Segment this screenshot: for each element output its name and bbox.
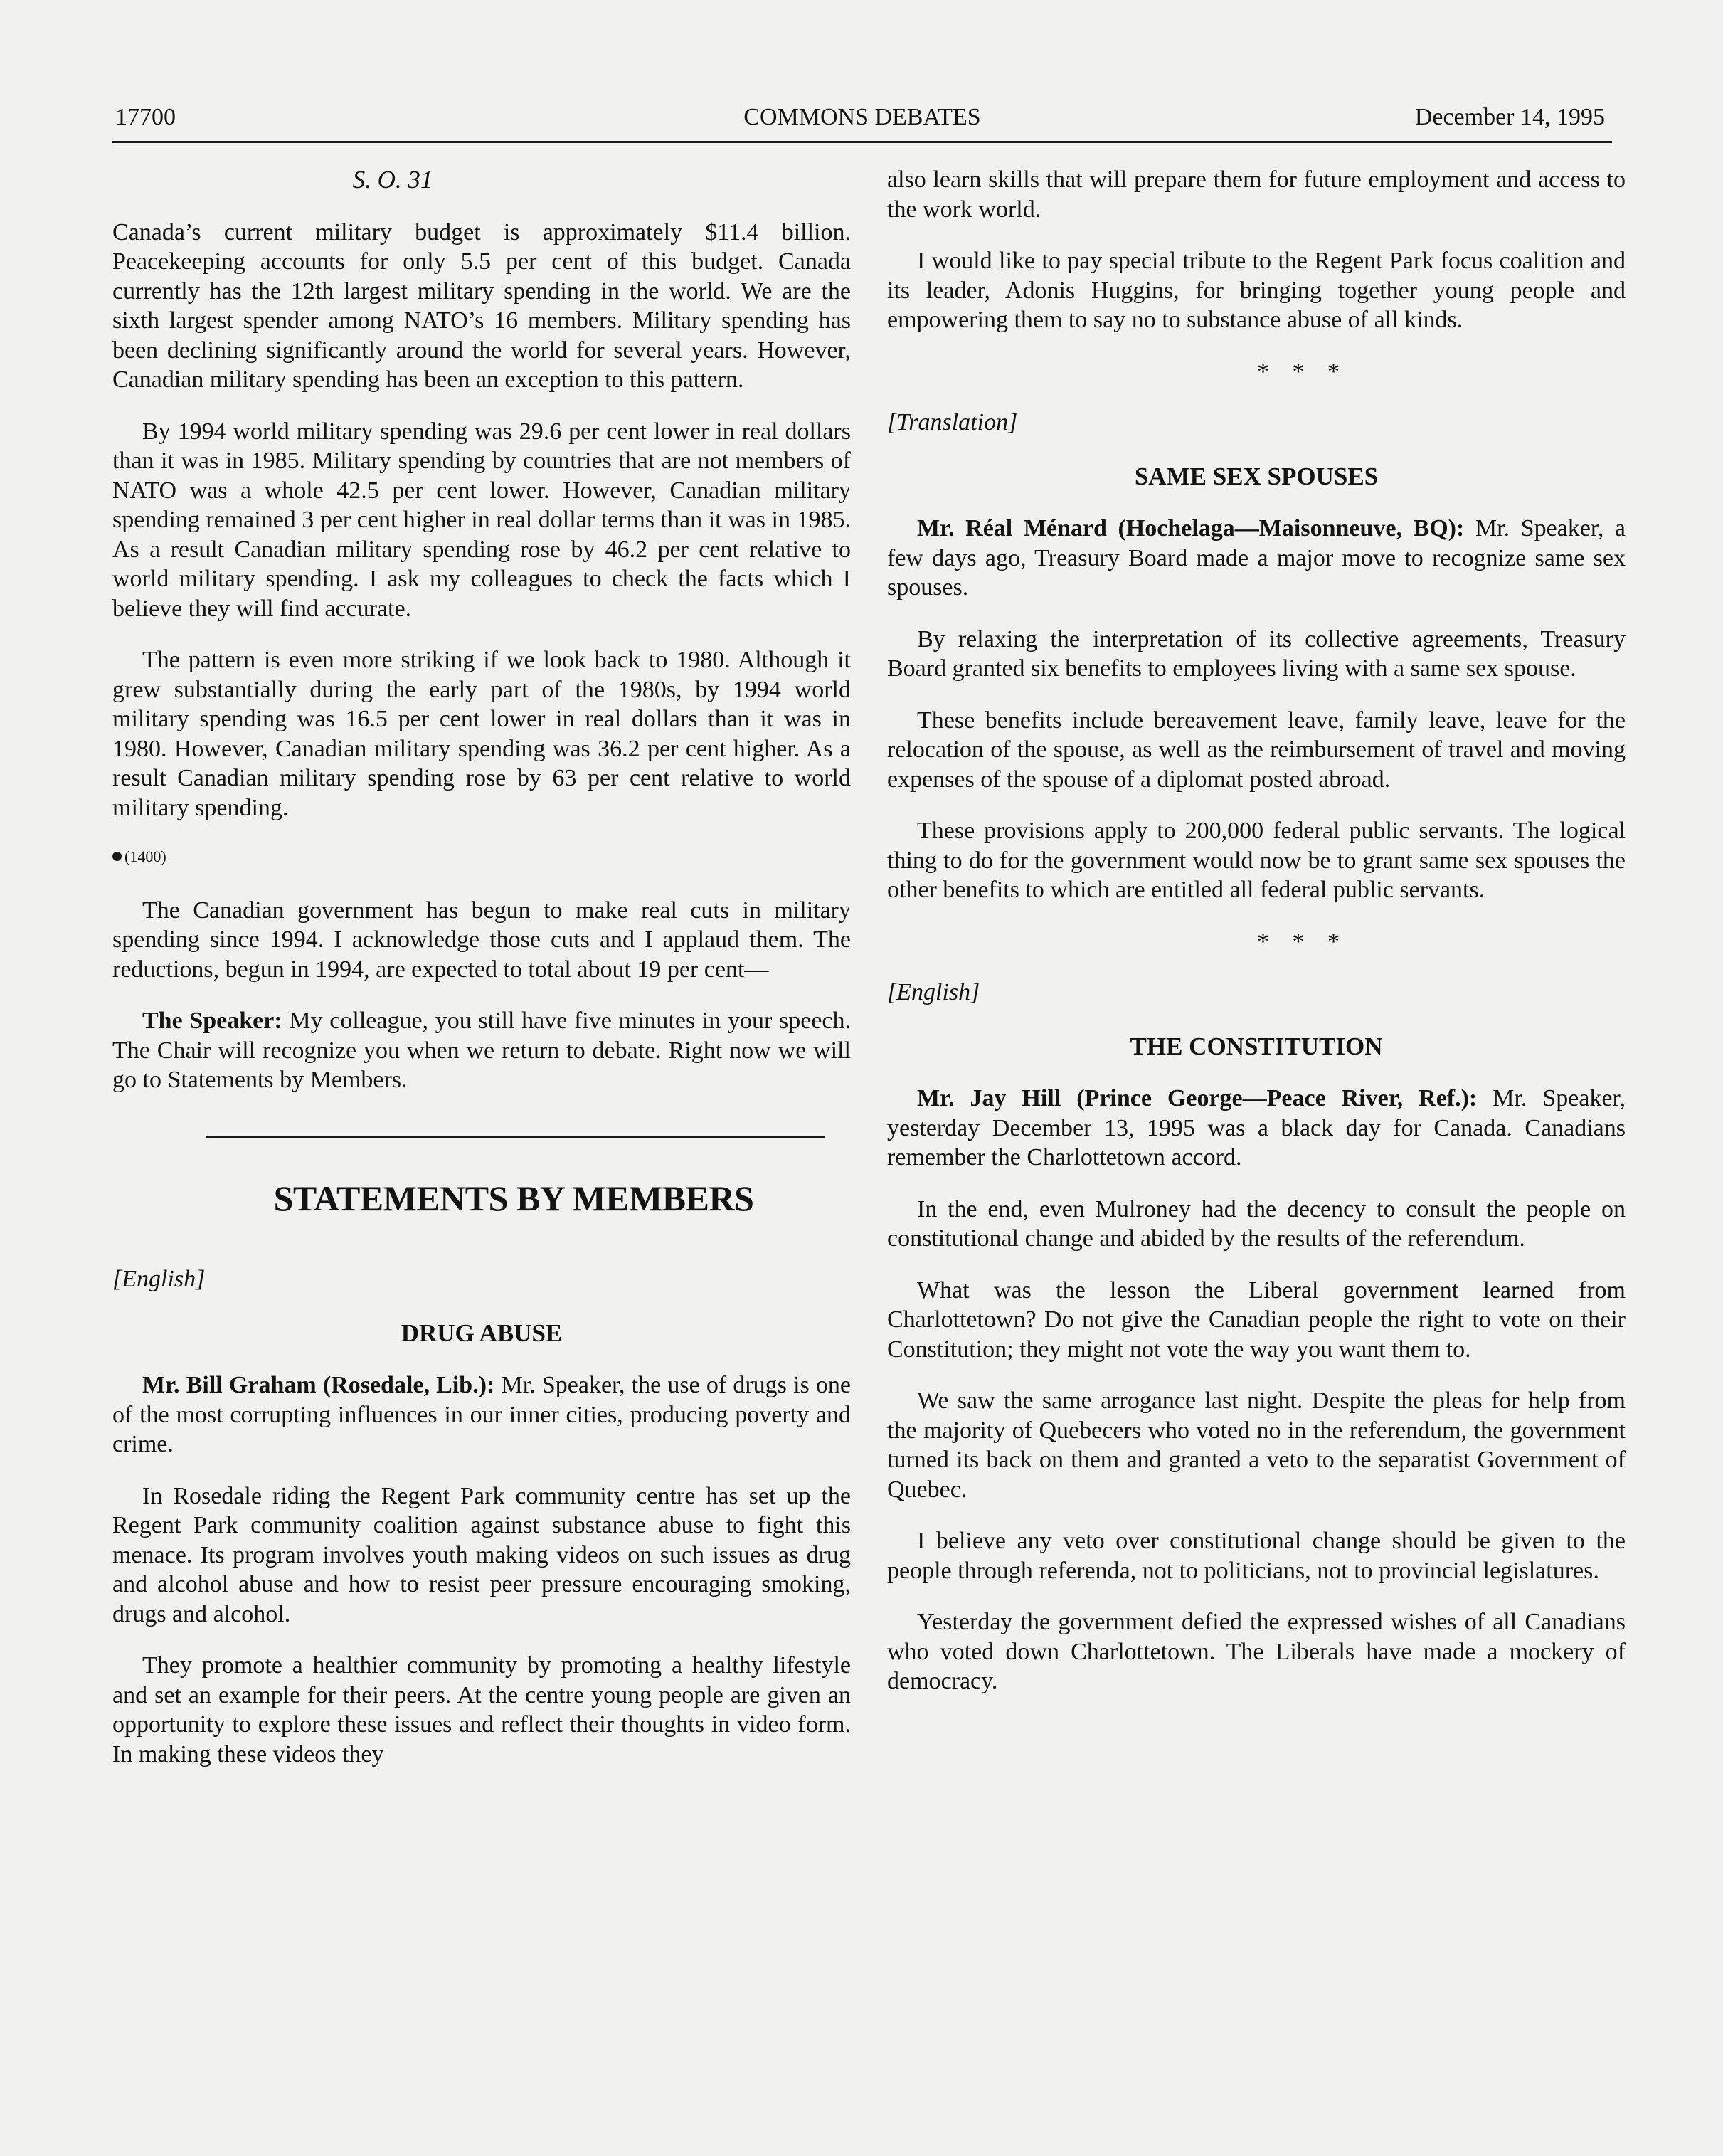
subheading: SAME SEX SPOUSES <box>1134 462 1379 490</box>
paragraph: In Rosedale riding the Regent Park community centre has set up the Regent Park community coalition against substance abuse to fight this menace. Its program involves youth making videos on such issues as drug and alcohol abuse and how to resist peer pressure encouraging smoking, drugs and alcohol. <box>112 1482 851 1627</box>
speaker-paragraph <box>887 514 1626 603</box>
subheading: THE CONSTITUTION <box>1130 1032 1383 1060</box>
speaker-paragraph <box>112 1370 851 1459</box>
paragraph: I believe any veto over constitutional change should be given to the people through referenda, not to politicians, not to provincial legislatures. <box>887 1528 1626 1584</box>
paragraph: I would like to pay special tribute to the Regent Park focus coalition and its leader, Adonis Huggins, for bringing together young people and empowering them to say no to substance abuse of all kinds. <box>887 248 1626 333</box>
speaker-name: The Speaker: <box>142 1008 282 1034</box>
paragraph: Yesterday the government defied the expressed wishes of all Canadians who voted down Charlottetown. The Liberals have made a mockery of democracy. <box>887 1609 1626 1694</box>
speaker-name: Mr. Jay Hill (Prince George—Peace River, Ref.): <box>917 1085 1478 1111</box>
paragraph: The pattern is even more striking if we look back to 1980. Although it grew substantially during the early part of the 1980s, by 1994 world military spending was 16.5 per cent lower in real dollars than it was in 1980. However, Canadian military spending was 36.2 per cent higher. As a result Canadian military spending rose by 63 per cent relative to world military spending. <box>112 647 851 821</box>
language-tag: [Translation] <box>887 409 1018 435</box>
page-number: 17700 <box>115 104 176 130</box>
left-column <box>112 165 851 1791</box>
running-head <box>112 101 1612 143</box>
speaker-text: Mr. Speaker, yesterday December 13, 1995 was a black day for Canada. Canadians remember the Charlottetown accord. <box>887 1085 1626 1171</box>
paragraph: In the end, even Mulroney had the decency to consult the people on constitutional change and abided by the results of the referendum. <box>887 1195 1626 1252</box>
subheading: DRUG ABUSE <box>401 1319 563 1347</box>
publication-date: December 14, 1995 <box>1414 104 1605 130</box>
separator-stars: * * * <box>1257 358 1348 385</box>
bullet-icon <box>112 852 122 861</box>
speaker-name: Mr. Bill Graham (Rosedale, Lib.): <box>142 1372 495 1398</box>
speaker-paragraph <box>112 1006 851 1095</box>
paragraph: These provisions apply to 200,000 federal public servants. The logical thing to do for the government would now be to grant same sex spouses the other benefits to which are entitled all federal public servants. <box>887 818 1626 903</box>
paragraph: By relaxing the interpretation of its collective agreements, Treasury Board granted six benefits to employees living with a same sex spouse. <box>887 625 1626 682</box>
language-tag: [English] <box>112 1266 206 1292</box>
time-marker <box>112 842 851 872</box>
paragraph: The Canadian government has begun to make real cuts in military spending since 1994. I acknowledge those cuts and I applaud them. The reductions, begun in 1994, are expected to total about 19 per cent— <box>112 897 851 983</box>
speaker-name: Mr. Réal Ménard (Hochelaga—Maisonneuve, BQ): <box>917 515 1465 541</box>
right-column <box>887 165 1626 1718</box>
publication-title: COMMONS DEBATES <box>743 104 981 130</box>
section-divider <box>206 1136 825 1138</box>
paragraph: What was the lesson the Liberal government learned from Charlottetown? Do not give the Canadian people the right to vote on their Constitution; they might not vote the way you want them to. <box>887 1277 1626 1363</box>
paragraph: also learn skills that will prepare them for future employment and access to the work world. <box>887 167 1626 223</box>
speaker-text: Mr. Speaker, a few days ago, Treasury Board made a major move to recognize same sex spouses. <box>887 515 1626 601</box>
standing-order-reference: S. O. 31 <box>352 166 433 194</box>
paragraph: We saw the same arrogance last night. Despite the pleas for help from the majority of Quebecers who voted no in the referendum, the government turned its back on them and granted a veto to the separatist Government of Quebec. <box>887 1388 1626 1503</box>
section-title: STATEMENTS BY MEMBERS <box>273 1178 754 1218</box>
paragraph: Canada’s current military budget is approximately $11.4 billion. Peacekeeping accounts for only 5.5 per cent of this budget. Canada currently has the 12th largest military spending in the world. We are the sixth largest spender among NATO’s 16 members. Military spending has been declining significantly around the world for several years. However, Canadian military spending has been an exception to this pattern. <box>112 218 851 393</box>
speaker-text: My colleague, you still have five minutes in your speech. The Chair will recognize you when we return to debate. Right now we will go to Statements by Members. <box>112 1008 851 1093</box>
paragraph: They promote a healthier community by promoting a healthy lifestyle and set an example for their peers. At the centre young people are given an opportunity to explore these issues and reflect their thoughts in video form. In making these videos they <box>112 1652 851 1767</box>
speaker-paragraph <box>887 1084 1626 1173</box>
separator-stars: * * * <box>1257 928 1348 955</box>
speaker-text: Mr. Speaker, the use of drugs is one of the most corrupting influences in our inner cities, producing poverty and crime. <box>112 1372 852 1457</box>
time-marker-text: (1400) <box>124 847 166 865</box>
paragraph: These benefits include bereavement leave, family leave, leave for the relocation of the spouse, as well as the reimbursement of travel and moving expenses of the spouse of a diplomat posted abroad. <box>887 707 1626 793</box>
language-tag: [English] <box>887 979 980 1005</box>
paragraph: By 1994 world military spending was 29.6 per cent lower in real dollars than it was in 1985. Military spending by countries that are not members of NATO was a whole 42.5 per cent lower. However, Canadian military spending remained 3 per cent higher in real dollar terms than it was in 1985. As a result Canadian military spending rose by 46.2 per cent relative to world military spending. I ask my colleagues to check the facts which I believe they will find accurate. <box>112 418 851 622</box>
